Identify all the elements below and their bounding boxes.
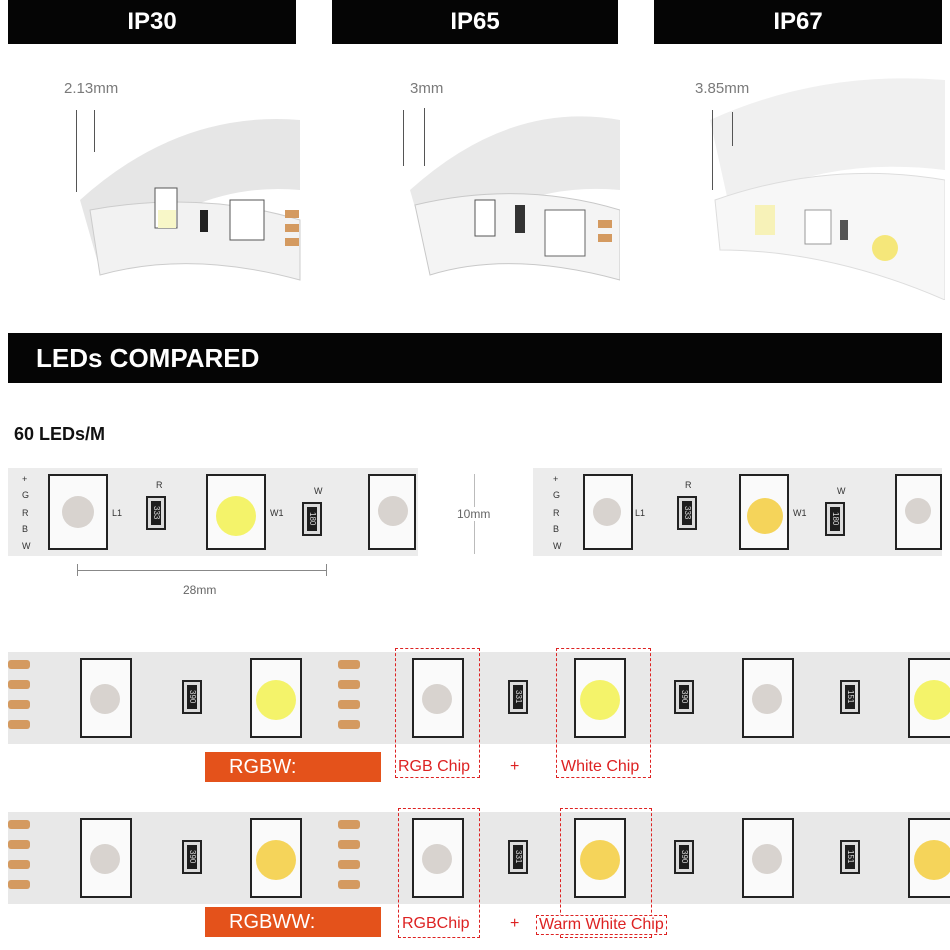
rgb-chip <box>80 818 132 898</box>
rgbw-chip1-label: RGB Chip <box>398 758 471 775</box>
ip30-thickness-line <box>76 110 77 192</box>
resistor: 390 <box>184 842 200 872</box>
rgbw-label: RGBW: <box>205 752 381 782</box>
pin-label: W <box>22 541 31 551</box>
resistor: 180 <box>827 504 843 534</box>
width-dimension <box>77 564 327 576</box>
resistor: 390 <box>184 682 200 712</box>
ip30-thickness-line-2 <box>94 110 95 152</box>
pin-label: + <box>22 474 28 484</box>
resistor: 151 <box>842 842 858 872</box>
rgb-lens <box>593 498 621 526</box>
ip67-thickness-line <box>712 110 713 190</box>
rgb-chip <box>583 474 633 550</box>
rgb-chip <box>368 474 416 550</box>
width-dimension-label: 28mm <box>183 583 217 597</box>
white-chip <box>739 474 789 550</box>
ip65-thickness-line <box>403 110 404 166</box>
pin-label: R <box>553 508 560 518</box>
resistor: 331 <box>510 842 526 872</box>
warm-lens <box>747 498 783 534</box>
white-lens <box>216 496 256 536</box>
resistor: 390 <box>676 842 692 872</box>
rgbww-chip1-label: RGBChip <box>402 915 470 932</box>
board-label: L1 <box>112 508 123 518</box>
ip30-thickness: 2.13mm <box>64 80 119 97</box>
pin-label: G <box>22 490 30 500</box>
rgbww-label: RGBWW: <box>205 907 381 937</box>
pin-label: G <box>553 490 561 500</box>
ip67-header: IP67 <box>654 0 942 44</box>
ip30-strip-image <box>60 70 310 300</box>
pin-label: R <box>22 508 29 518</box>
pin-label: W <box>553 541 562 551</box>
pin-label: + <box>553 474 559 484</box>
ip67-thickness: 3.85mm <box>695 80 750 97</box>
pin-label: B <box>22 524 29 534</box>
board-label: W1 <box>270 508 284 518</box>
rgbww-plus: + <box>510 915 520 932</box>
rgb-lens <box>62 496 94 528</box>
section-title-bar: LEDs COMPARED <box>8 333 942 383</box>
ip65-strip-image <box>400 70 620 300</box>
board-label: R <box>156 480 163 490</box>
resistor: 333 <box>679 498 695 528</box>
rgb-chip <box>48 474 108 550</box>
white-chip <box>206 474 266 550</box>
rgbww-chip2-label: Warm White Chip <box>536 915 667 935</box>
resistor: 333 <box>148 498 164 528</box>
height-dimension-label: 10mm <box>457 507 491 521</box>
white-chip <box>908 658 950 738</box>
rgb-chip <box>80 658 132 738</box>
resistor: 180 <box>304 504 320 534</box>
board-label: L1 <box>635 508 646 518</box>
warm-white-chip <box>908 818 950 898</box>
pcb-diagram-right <box>533 468 942 556</box>
rgb-chip <box>742 658 794 738</box>
board-label: R <box>685 480 692 490</box>
white-chip <box>250 658 302 738</box>
board-label: W <box>314 486 323 496</box>
ip67-thickness-line-2 <box>732 112 733 146</box>
ip65-thickness-line-2 <box>424 108 425 166</box>
rgb-chip <box>895 474 942 550</box>
rgb-lens <box>378 496 408 526</box>
ip65-thickness: 3mm <box>410 80 444 97</box>
density-label: 60 LEDs/M <box>14 424 106 444</box>
resistor: 390 <box>676 682 692 712</box>
pin-label: B <box>553 524 560 534</box>
rgb-lens <box>905 498 931 524</box>
pcb-diagram-left <box>8 468 418 556</box>
board-label: W <box>837 486 846 496</box>
rgb-chip <box>742 818 794 898</box>
ip30-header: IP30 <box>8 0 296 44</box>
resistor: 331 <box>510 682 526 712</box>
rgbw-chip2-label: White Chip <box>561 758 640 775</box>
rgbw-plus: + <box>510 758 520 775</box>
board-label: W1 <box>793 508 807 518</box>
resistor: 151 <box>842 682 858 712</box>
warm-white-chip <box>250 818 302 898</box>
ip65-header: IP65 <box>332 0 618 44</box>
